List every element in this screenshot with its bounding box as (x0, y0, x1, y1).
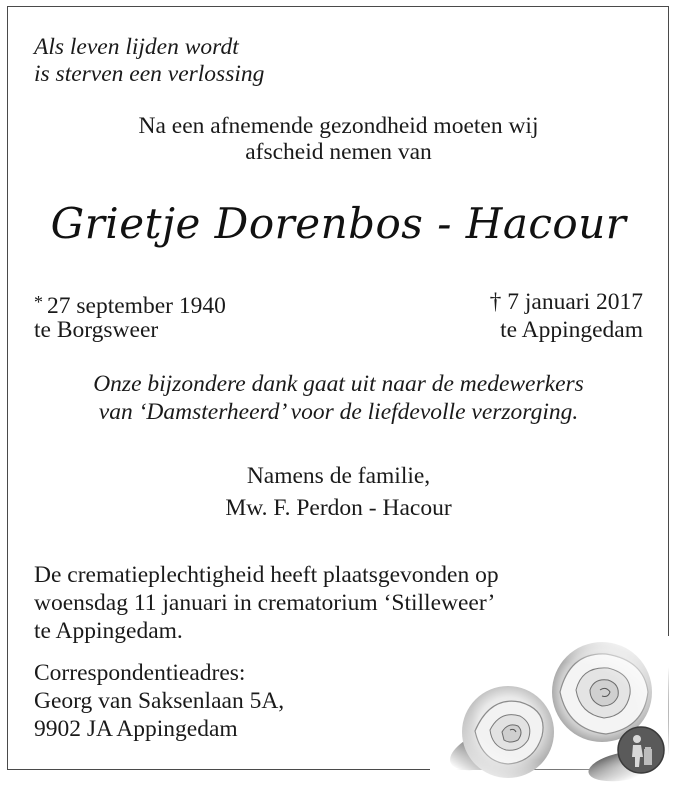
thanks-line-1: Onze bijzondere dank gaat uit naar de medewerkers (93, 371, 584, 397)
cremation-line-1: De crematieplechtigheid heeft plaatsgevonden op (34, 562, 499, 588)
death-place: te Appingedam (500, 317, 643, 343)
thanks-line-2: van ‘Damsterheerd’ voor de liefdevolle verzorging. (98, 399, 579, 425)
birth-place: te Borgsweer (34, 317, 159, 343)
deceased-name: Grietje Dorenbos - Hacour (50, 199, 627, 248)
birth-star-icon: * (34, 292, 43, 312)
poem-line-2: is sterven een verlossing (34, 61, 265, 87)
birth-date: 27 september 1940 (47, 293, 226, 319)
poem-line-1: Als leven lijden wordt (34, 34, 239, 60)
intro-line-2: afscheid nemen van (245, 139, 432, 165)
signature-line-2: Mw. F. Perdon - Hacour (225, 495, 452, 521)
memorial-emblem-icon (616, 725, 666, 775)
cremation-line-3: te Appingedam. (34, 618, 183, 644)
signature-line-1: Namens de familie, (246, 463, 431, 489)
cremation-line-2: woensdag 11 januari in crematorium ‘Stilleweer’ (34, 590, 496, 616)
correspondence-street: Georg van Saksenlaan 5A, (34, 688, 285, 714)
correspondence-label: Correspondentieadres: (34, 660, 246, 686)
correspondence-city: 9902 JA Appingedam (34, 716, 238, 742)
intro-line-1: Na een afnemende gezondheid moeten wij (138, 113, 539, 139)
death-date: † 7 januari 2017 (489, 289, 643, 315)
